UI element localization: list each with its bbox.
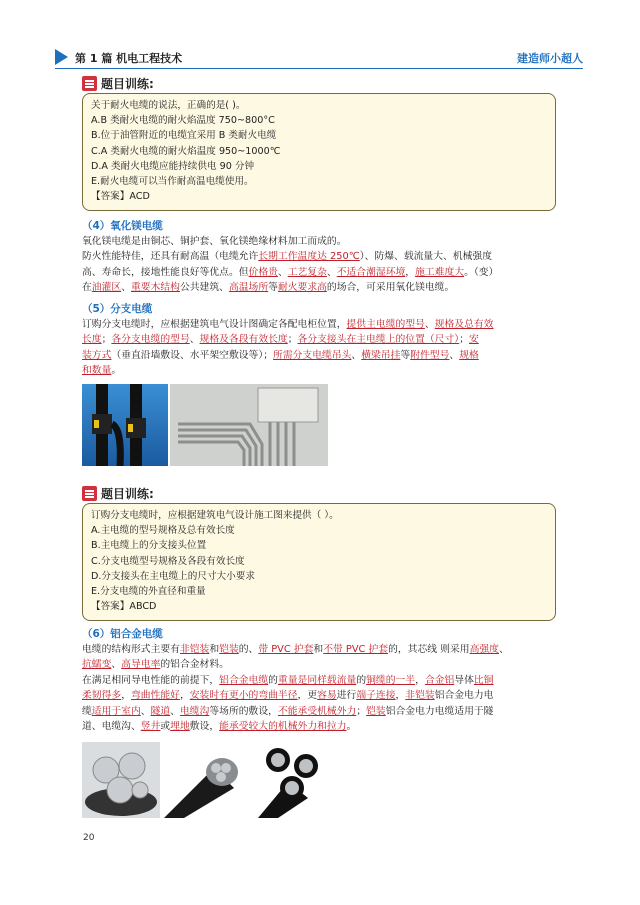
chapter-title: 第 1 篇 机电工程技术 <box>75 52 183 65</box>
option-line: A.主电缆的型号规格及总有效长度 <box>91 525 235 537</box>
option-line: D.分支接头在主电缆上的尺寸大小要求 <box>91 570 255 582</box>
option-line: D.A 类耐火电缆应能持续供电 90 分钟 <box>91 160 255 172</box>
triangle-marker-icon <box>55 49 68 65</box>
option-line: E.分支电缆的外直径和重量 <box>91 586 206 598</box>
section-title-6: （6）铝合金电缆 <box>82 628 163 640</box>
option-line: E.耐火电缆可以当作耐高温电缆使用。 <box>91 176 254 188</box>
question-box-1 <box>82 93 556 211</box>
option-line: A.B 类耐火电缆的耐火焰温度 750~800°C <box>91 115 275 127</box>
cable-installation-photo <box>170 384 328 466</box>
training-heading-2: 题目训练: <box>82 485 154 502</box>
page-header <box>55 47 583 69</box>
section-5-body: 订购分支电缆时，应根据建筑电气设计图确定各配电柜位置，提供主电缆的型号、规格及总有效 长度；各分支电缆的型号、规格及各段有效长度；各分支接头在主电缆上的位置（尺寸）；安 装方式（垂直沿墙敷设、水平架空敷设等）；所需分支电缆吊头、横梁吊挂等附件型号、规格 和数量。 <box>82 319 494 377</box>
armored-cable-photo <box>164 742 244 818</box>
section-4-body: 氧化镁电缆是由铜芯、铜护套、氧化镁绝缘材料加工而成的。 防火性能特佳，还具有耐高温（电缆允许长期工作温度达 250℃）、防爆、载流量大、机械强度 高、寿命长，接地性能良好等优点。但价格贵、工艺复杂、不适合潮湿环境，施工难度大。（变） 在油灌区、重要木结构公共建筑、高温场所等耐火要求高的场合，可采用氧化镁电缆。 <box>82 236 499 294</box>
header-rule <box>55 68 583 69</box>
multicore-cable-photo <box>248 742 330 818</box>
section-title-5: （5）分支电缆 <box>82 303 153 315</box>
option-line: C.A 类耐火电缆的耐火焰温度 950~1000℃ <box>91 145 281 157</box>
notebook-icon <box>82 76 97 91</box>
option-line: B.位于油管附近的电缆宜采用 B 类耐火电缆 <box>91 130 277 142</box>
aluminum-cable-crosssection-photo <box>82 742 160 818</box>
option-line: B.主电缆上的分支接头位置 <box>91 540 207 552</box>
page-number: 20 <box>83 833 95 843</box>
section-6-body: 电缆的结构形式主要有非铠装和铠装的、带 PVC 护套和不带 PVC 护套的，其芯线 则采用高强度、 抗蠕变、高导电率的铝合金材料。 在满足相同导电性能的前提下，铝合金电缆的重量是同样载流量的铜缆的一半，合金铝导体比铜 柔韧得多，弯曲性能好，安装时有更小的弯曲半径，更容易进行端子连接，非铠装铝合金电力电 缆适用于室内、隧道、电缆沟等场所的敷设，不能承受机械外力；铠装铝合金电力电缆适用于隧 道、电缆沟、竖井或埋地敷设，能承受较大的机械外力和拉力。 <box>82 644 509 733</box>
question-box-2 <box>82 503 556 621</box>
training-heading-1: 题目训练: <box>82 75 154 92</box>
question-line: 订购分支电缆时，应根据建筑电气设计施工图来提供（ ）。 <box>91 510 339 521</box>
question-line: 关于耐火电缆的说法，正确的是( )。 <box>91 100 246 111</box>
branch-cable-photo <box>82 384 168 466</box>
answer-line: 【答案】ACD <box>91 191 150 203</box>
answer-line: 【答案】ABCD <box>91 601 157 613</box>
section-title-4: （4）氧化镁电缆 <box>82 220 163 232</box>
notebook-icon <box>82 486 97 501</box>
option-line: C.分支电缆型号规格及各段有效长度 <box>91 555 245 567</box>
brand-name: 建造师小超人 <box>517 52 583 65</box>
